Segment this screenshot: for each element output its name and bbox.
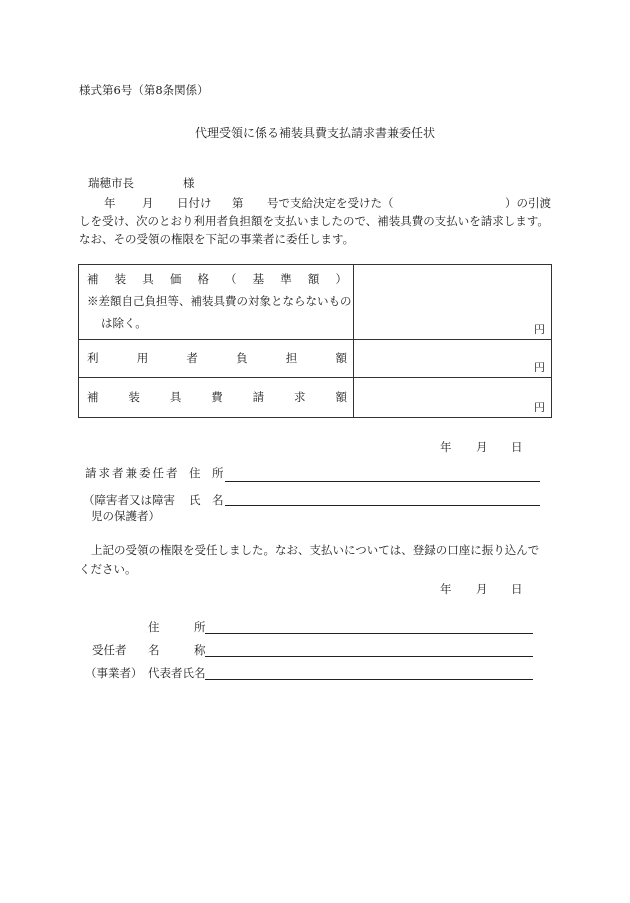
claim-amount-label: 補 装 具 費 請 求 額 (87, 390, 347, 404)
intro-month: 月 (142, 196, 154, 210)
date2-month: 月 (476, 582, 488, 596)
agent-role: 受任者 (92, 643, 127, 657)
requester-address-line[interactable] (225, 481, 540, 482)
table-row (79, 378, 552, 418)
date1-day: 日 (511, 440, 523, 454)
agent-address-line[interactable] (205, 633, 533, 634)
amount-cell[interactable] (354, 378, 552, 418)
table-row (79, 265, 552, 340)
intro-line-2: しを受け、次のとおり利用者負担額を支払いましたので、補装具費の支払いを請求します。 (79, 214, 549, 228)
intro-no-prefix: 第 (232, 196, 244, 210)
date2-day: 日 (511, 582, 523, 596)
intro-line-3: なお、その受領の権限を下記の事業者に委任します。 (79, 232, 355, 246)
equipment-price-note-2: は除く。 (101, 316, 147, 330)
form-number: 様式第6号（第8条関係） (79, 83, 209, 97)
requester-paren-1: （障害者又は障害 (83, 493, 175, 507)
amount-cell[interactable] (354, 265, 552, 340)
label-cell (79, 265, 354, 340)
amounts-table (78, 264, 552, 418)
addressee-mayor: 瑞穂市長 (88, 176, 134, 190)
label-cell (79, 340, 354, 378)
intro-no-suffix: 号で支給決定を受けた（ (267, 196, 394, 210)
requester-name-label: 氏 名 (189, 493, 224, 507)
addressee-honorific: 様 (183, 176, 195, 190)
accept-line-1: 上記の受領の権限を受任しました。なお、支払いについては、登録の口座に振り込んで (91, 543, 540, 557)
agent-address-label: 住 所 (148, 620, 206, 634)
requester-name-line[interactable] (225, 505, 540, 506)
yen-unit: 円 (534, 323, 545, 336)
requester-role: 請求者兼委任者 (85, 466, 180, 480)
accept-line-2: ください。 (79, 562, 137, 576)
equipment-price-note: ※差額自己負担等、補装具費の対象とならないもの (87, 294, 352, 308)
label-cell (79, 378, 354, 418)
date2-year: 年 (440, 582, 452, 596)
table-row (79, 340, 552, 378)
equipment-price-label: 補 装 具 価 格 （ 基 準 額 ） (87, 272, 347, 286)
agent-name-label: 名 称 (148, 643, 206, 657)
requester-address-label: 住 所 (189, 466, 224, 480)
requester-paren-2: 児の保護者） (91, 509, 160, 523)
agent-rep-line[interactable] (205, 679, 533, 680)
intro-day-attached: 日付け (177, 196, 212, 210)
date1-month: 月 (476, 440, 488, 454)
date1-year: 年 (440, 440, 452, 454)
document-title: 代理受領に係る補装具費支払請求書兼委任状 (194, 126, 435, 140)
agent-paren: （事業者） (85, 666, 143, 680)
intro-year: 年 (104, 196, 116, 210)
agent-rep-label: 代表者氏名 (148, 666, 206, 680)
yen-unit: 円 (534, 361, 545, 374)
intro-close: ）の引渡 (505, 196, 551, 210)
yen-unit: 円 (534, 401, 545, 414)
agent-name-line[interactable] (205, 656, 533, 657)
amount-cell[interactable] (354, 340, 552, 378)
user-burden-label: 利 用 者 負 担 額 (87, 351, 347, 365)
